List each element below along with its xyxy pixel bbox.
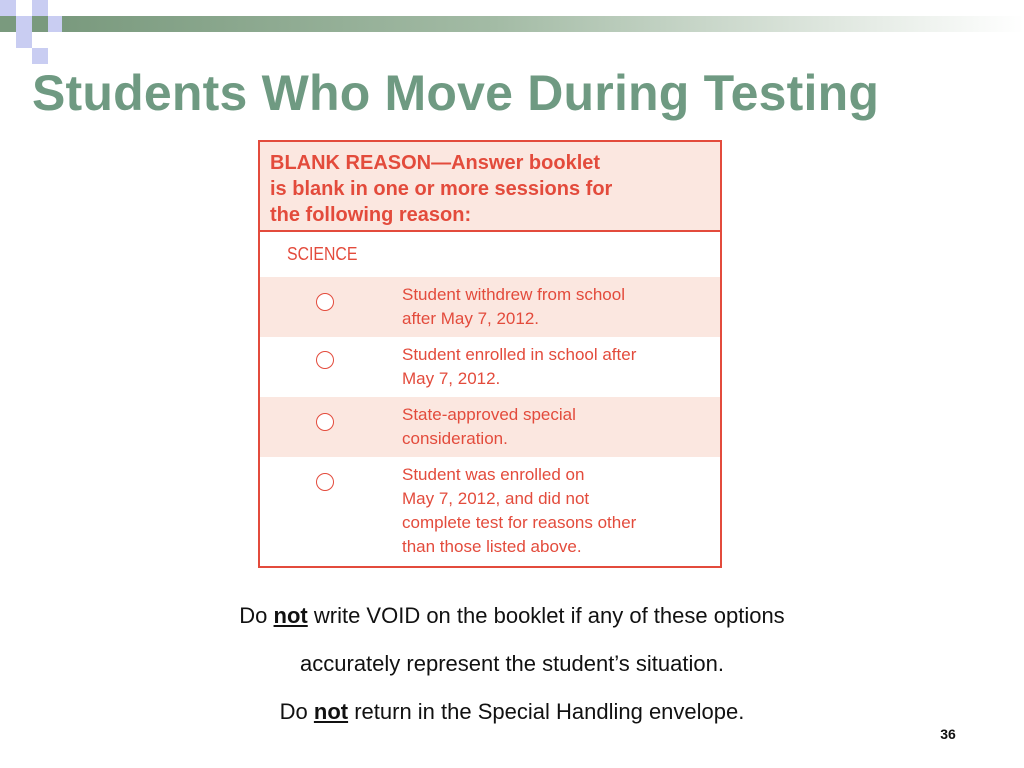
option-row-withdrew[interactable] [260,277,720,337]
option-line: consideration. [402,429,508,448]
radio-withdrew[interactable] [316,293,334,311]
option-label [402,463,714,559]
corner-decoration [0,0,80,64]
option-line: State-approved special [402,405,576,424]
radio-incomplete[interactable] [316,473,334,491]
note-text: return in the Special Handling envelope. [348,699,745,724]
note-text: write VOID on the booklet if any of these options [307,603,785,628]
option-line: Student withdrew from school [402,285,625,304]
option-row-special-consideration[interactable] [260,397,720,457]
page-number: 36 [940,726,956,742]
form-header-line: is blank in one or more sessions for [270,178,613,200]
blank-reason-form [258,140,722,568]
section-label-row [260,232,720,277]
radio-special-consideration[interactable] [316,413,334,431]
option-line: May 7, 2012. [402,369,501,388]
slide-title: Students Who Move During Testing [32,65,880,121]
option-row-incomplete[interactable] [260,457,720,564]
form-header-line: the following reason: [270,204,472,226]
option-row-enrolled-after[interactable] [260,337,720,397]
note-line-void [0,603,1024,629]
note-text: Do [239,603,274,628]
option-line: after May 7, 2012. [402,309,540,328]
note-text: Do [279,699,314,724]
option-label [402,403,714,451]
section-label: SCIENCE [287,244,358,264]
form-header [260,142,720,232]
option-line: Student was enrolled on [402,465,585,484]
form-header-line: BLANK REASON—Answer booklet [270,152,601,174]
option-line: May 7, 2012, and did not [402,489,590,508]
option-label [402,343,714,391]
note-text: accurately represent the student’s situation. [300,651,724,676]
note-line-situation [0,651,1024,677]
radio-enrolled-after[interactable] [316,351,334,369]
note-line-envelope [0,699,1024,725]
option-label [402,283,714,331]
option-line: than those listed above. [402,537,582,556]
option-line: complete test for reasons other [402,513,637,532]
note-emphasis: not [313,699,349,724]
header-gradient-bar [62,16,1024,32]
note-emphasis: not [273,603,308,628]
option-line: Student enrolled in school after [402,345,637,364]
